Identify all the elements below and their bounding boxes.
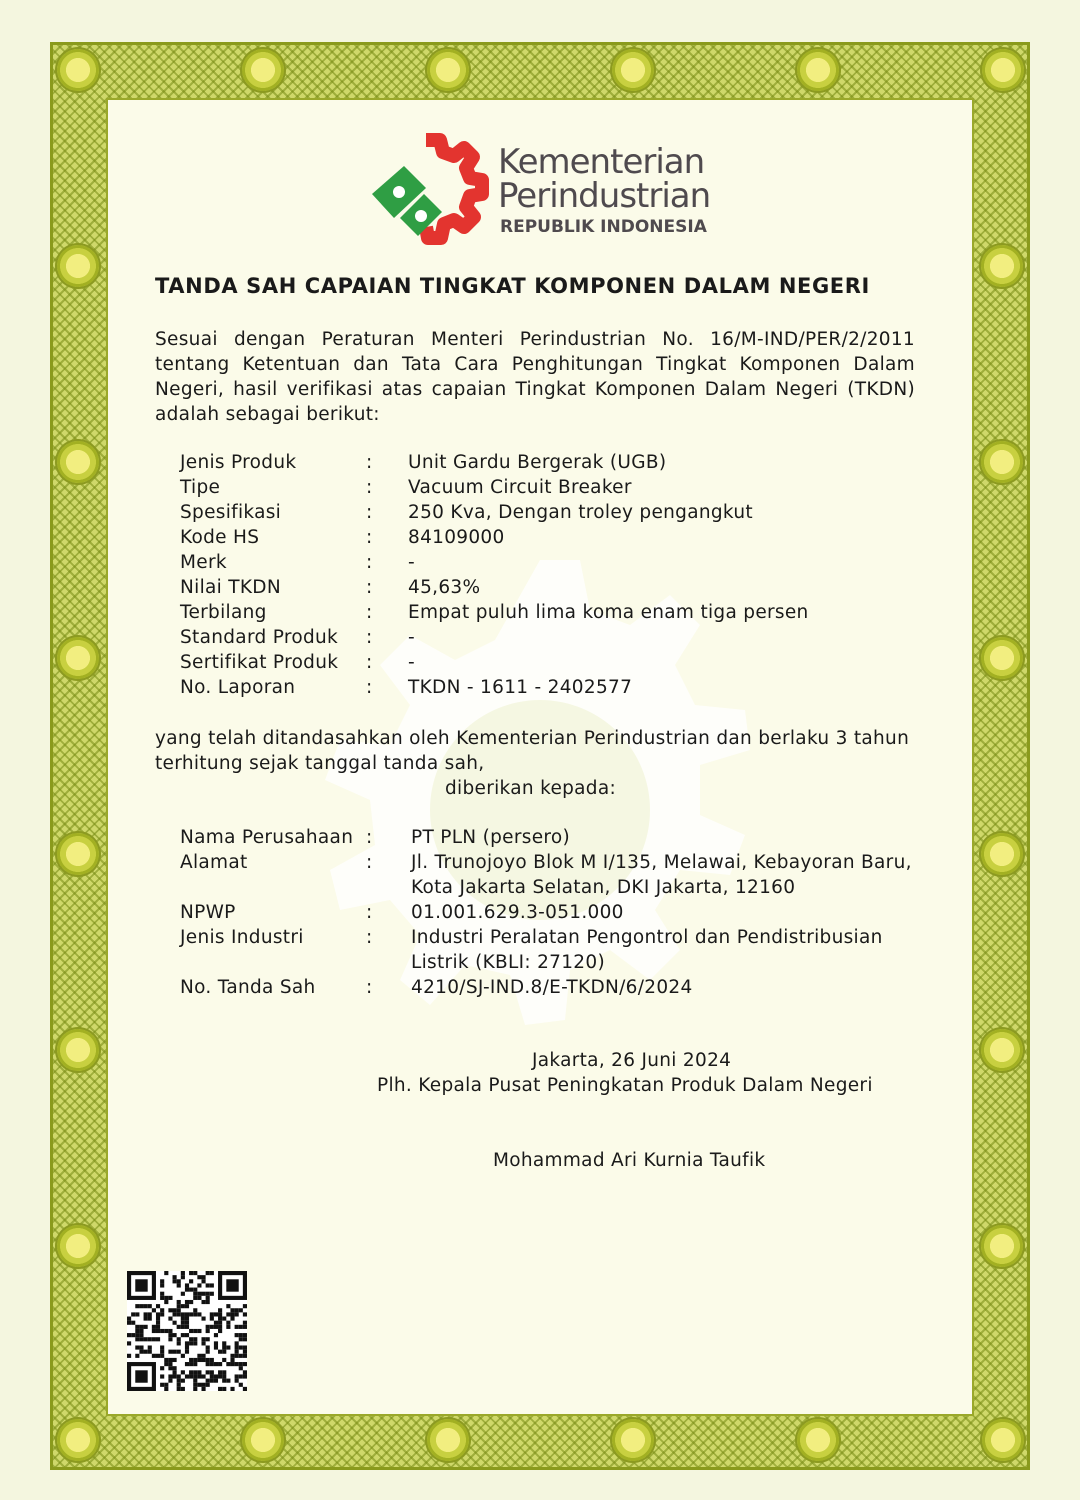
- product-value: Vacuum Circuit Breaker: [408, 477, 632, 498]
- product-row: [180, 475, 809, 500]
- garuda-emblem-icon: [57, 637, 99, 679]
- product-value: -: [408, 627, 415, 648]
- product-value: Empat puluh lima koma enam tiga persen: [408, 602, 809, 623]
- company-label: Jenis Industri: [180, 927, 304, 948]
- company-value: PT PLN (persero): [411, 827, 571, 848]
- company-value: Industri Peralatan Pengontrol dan Pendistribusian Listrik (KBLI: 27120): [411, 927, 883, 973]
- product-label: Nilai TKDN: [180, 577, 281, 598]
- product-value: TKDN - 1611 - 2402577: [408, 677, 633, 698]
- company-label: No. Tanda Sah: [180, 977, 316, 998]
- product-separator: :: [366, 602, 373, 623]
- product-label: Kode HS: [180, 527, 260, 548]
- company-value: Jl. Trunojoyo Blok M I/135, Melawai, Kebayoran Baru, Kota Jakarta Selatan, DKI Jakarta, 12160: [411, 852, 912, 898]
- product-row: [180, 600, 809, 625]
- company-row: [180, 825, 921, 850]
- garuda-emblem-icon: [57, 1419, 99, 1461]
- company-label: Nama Perusahaan: [180, 827, 354, 848]
- logo-text-kementerian: Kementerian: [498, 142, 705, 182]
- product-row: [180, 575, 809, 600]
- product-value: 45,63%: [408, 577, 481, 598]
- signature-place-date: Jakarta, 26 Juni 2024: [532, 1050, 732, 1071]
- company-value: 4210/SJ-IND.8/E-TKDN/6/2024: [411, 977, 693, 998]
- logo-text-perindustrian: Perindustrian: [498, 176, 711, 216]
- signature-name: Mohammad Ari Kurnia Taufik: [493, 1150, 766, 1171]
- garuda-emblem-icon: [427, 49, 469, 91]
- product-label: Tipe: [180, 477, 221, 498]
- product-value: 250 Kva, Dengan troley pengangkut: [408, 502, 753, 523]
- product-label: Standard Produk: [180, 627, 339, 648]
- product-label: Sertifikat Produk: [180, 652, 339, 673]
- garuda-emblem-icon: [57, 833, 99, 875]
- garuda-emblem-icon: [242, 1419, 284, 1461]
- product-row: [180, 625, 809, 650]
- product-label: Merk: [180, 552, 227, 573]
- company-separator: :: [366, 852, 373, 873]
- product-row: [180, 550, 809, 575]
- garuda-emblem-icon: [427, 1419, 469, 1461]
- company-value: 01.001.629.3-051.000: [411, 902, 624, 923]
- company-row: [180, 900, 921, 925]
- garuda-emblem-icon: [612, 1419, 654, 1461]
- signature-role: Plh. Kepala Pusat Peningkatan Produk Dalam Negeri: [377, 1075, 873, 1096]
- product-value: -: [408, 552, 415, 573]
- product-separator: :: [366, 452, 373, 473]
- product-separator: :: [366, 527, 373, 548]
- product-details-table: [180, 450, 809, 700]
- garuda-emblem-icon: [981, 245, 1023, 287]
- garuda-emblem-icon: [981, 1029, 1023, 1071]
- product-separator: :: [366, 552, 373, 573]
- garuda-emblem-icon: [612, 49, 654, 91]
- product-label: Spesifikasi: [180, 502, 282, 523]
- product-value: -: [408, 652, 415, 673]
- company-separator: :: [366, 977, 373, 998]
- product-value: Unit Gardu Bergerak (UGB): [408, 452, 667, 473]
- company-separator: :: [366, 902, 373, 923]
- qr-code[interactable]: [127, 1271, 247, 1391]
- product-row: [180, 450, 809, 475]
- product-separator: :: [366, 502, 373, 523]
- garuda-emblem-icon: [797, 1419, 839, 1461]
- company-details-table: [180, 825, 921, 1000]
- given-to-text: diberikan kepada:: [445, 778, 617, 799]
- company-row: [180, 850, 921, 900]
- product-separator: :: [366, 477, 373, 498]
- company-label: NPWP: [180, 902, 236, 923]
- ministry-logo: [364, 132, 714, 252]
- product-label: Terbilang: [180, 602, 267, 623]
- company-label: Alamat: [180, 852, 248, 873]
- product-separator: :: [366, 652, 373, 673]
- garuda-emblem-icon: [981, 1225, 1023, 1267]
- logo-text-republik: REPUBLIK INDONESIA: [500, 217, 707, 237]
- product-row: [180, 675, 809, 700]
- product-row: [180, 525, 809, 550]
- garuda-emblem-icon: [981, 833, 1023, 875]
- product-value: 84109000: [408, 527, 505, 548]
- gear-leaf-icon: [364, 132, 494, 252]
- product-label: No. Laporan: [180, 677, 296, 698]
- product-separator: :: [366, 577, 373, 598]
- company-row: [180, 975, 921, 1000]
- garuda-emblem-icon: [57, 1029, 99, 1071]
- company-row: [180, 925, 921, 975]
- product-row: [180, 650, 809, 675]
- garuda-emblem-icon: [797, 49, 839, 91]
- garuda-emblem-icon: [57, 49, 99, 91]
- garuda-emblem-icon: [982, 1419, 1024, 1461]
- intro-paragraph: Sesuai dengan Peraturan Menteri Perindustrian No. 16/M-IND/PER/2/2011 tentang Ketentuan dan Tata Cara Penghitungan Tingkat Komponen Dalam Negeri, hasil verifikasi atas capaian Tingkat Komponen Dalam Negeri (TKDN) adalah sebagai berikut:: [155, 329, 915, 425]
- garuda-emblem-icon: [981, 441, 1023, 483]
- product-label: Jenis Produk: [180, 452, 297, 473]
- garuda-emblem-icon: [57, 1225, 99, 1267]
- certificate-title: TANDA SAH CAPAIAN TINGKAT KOMPONEN DALAM NEGERI: [155, 274, 870, 298]
- garuda-emblem-icon: [57, 441, 99, 483]
- garuda-emblem-icon: [242, 49, 284, 91]
- garuda-emblem-icon: [981, 637, 1023, 679]
- product-separator: :: [366, 677, 373, 698]
- garuda-emblem-icon: [57, 245, 99, 287]
- garuda-emblem-icon: [982, 49, 1024, 91]
- company-separator: :: [366, 927, 373, 948]
- validity-paragraph: yang telah ditandasahkan oleh Kementerian Perindustrian dan berlaku 3 tahun terhitung sejak tanggal tanda sah,: [155, 728, 910, 774]
- product-separator: :: [366, 627, 373, 648]
- company-separator: :: [366, 827, 373, 848]
- product-row: [180, 500, 809, 525]
